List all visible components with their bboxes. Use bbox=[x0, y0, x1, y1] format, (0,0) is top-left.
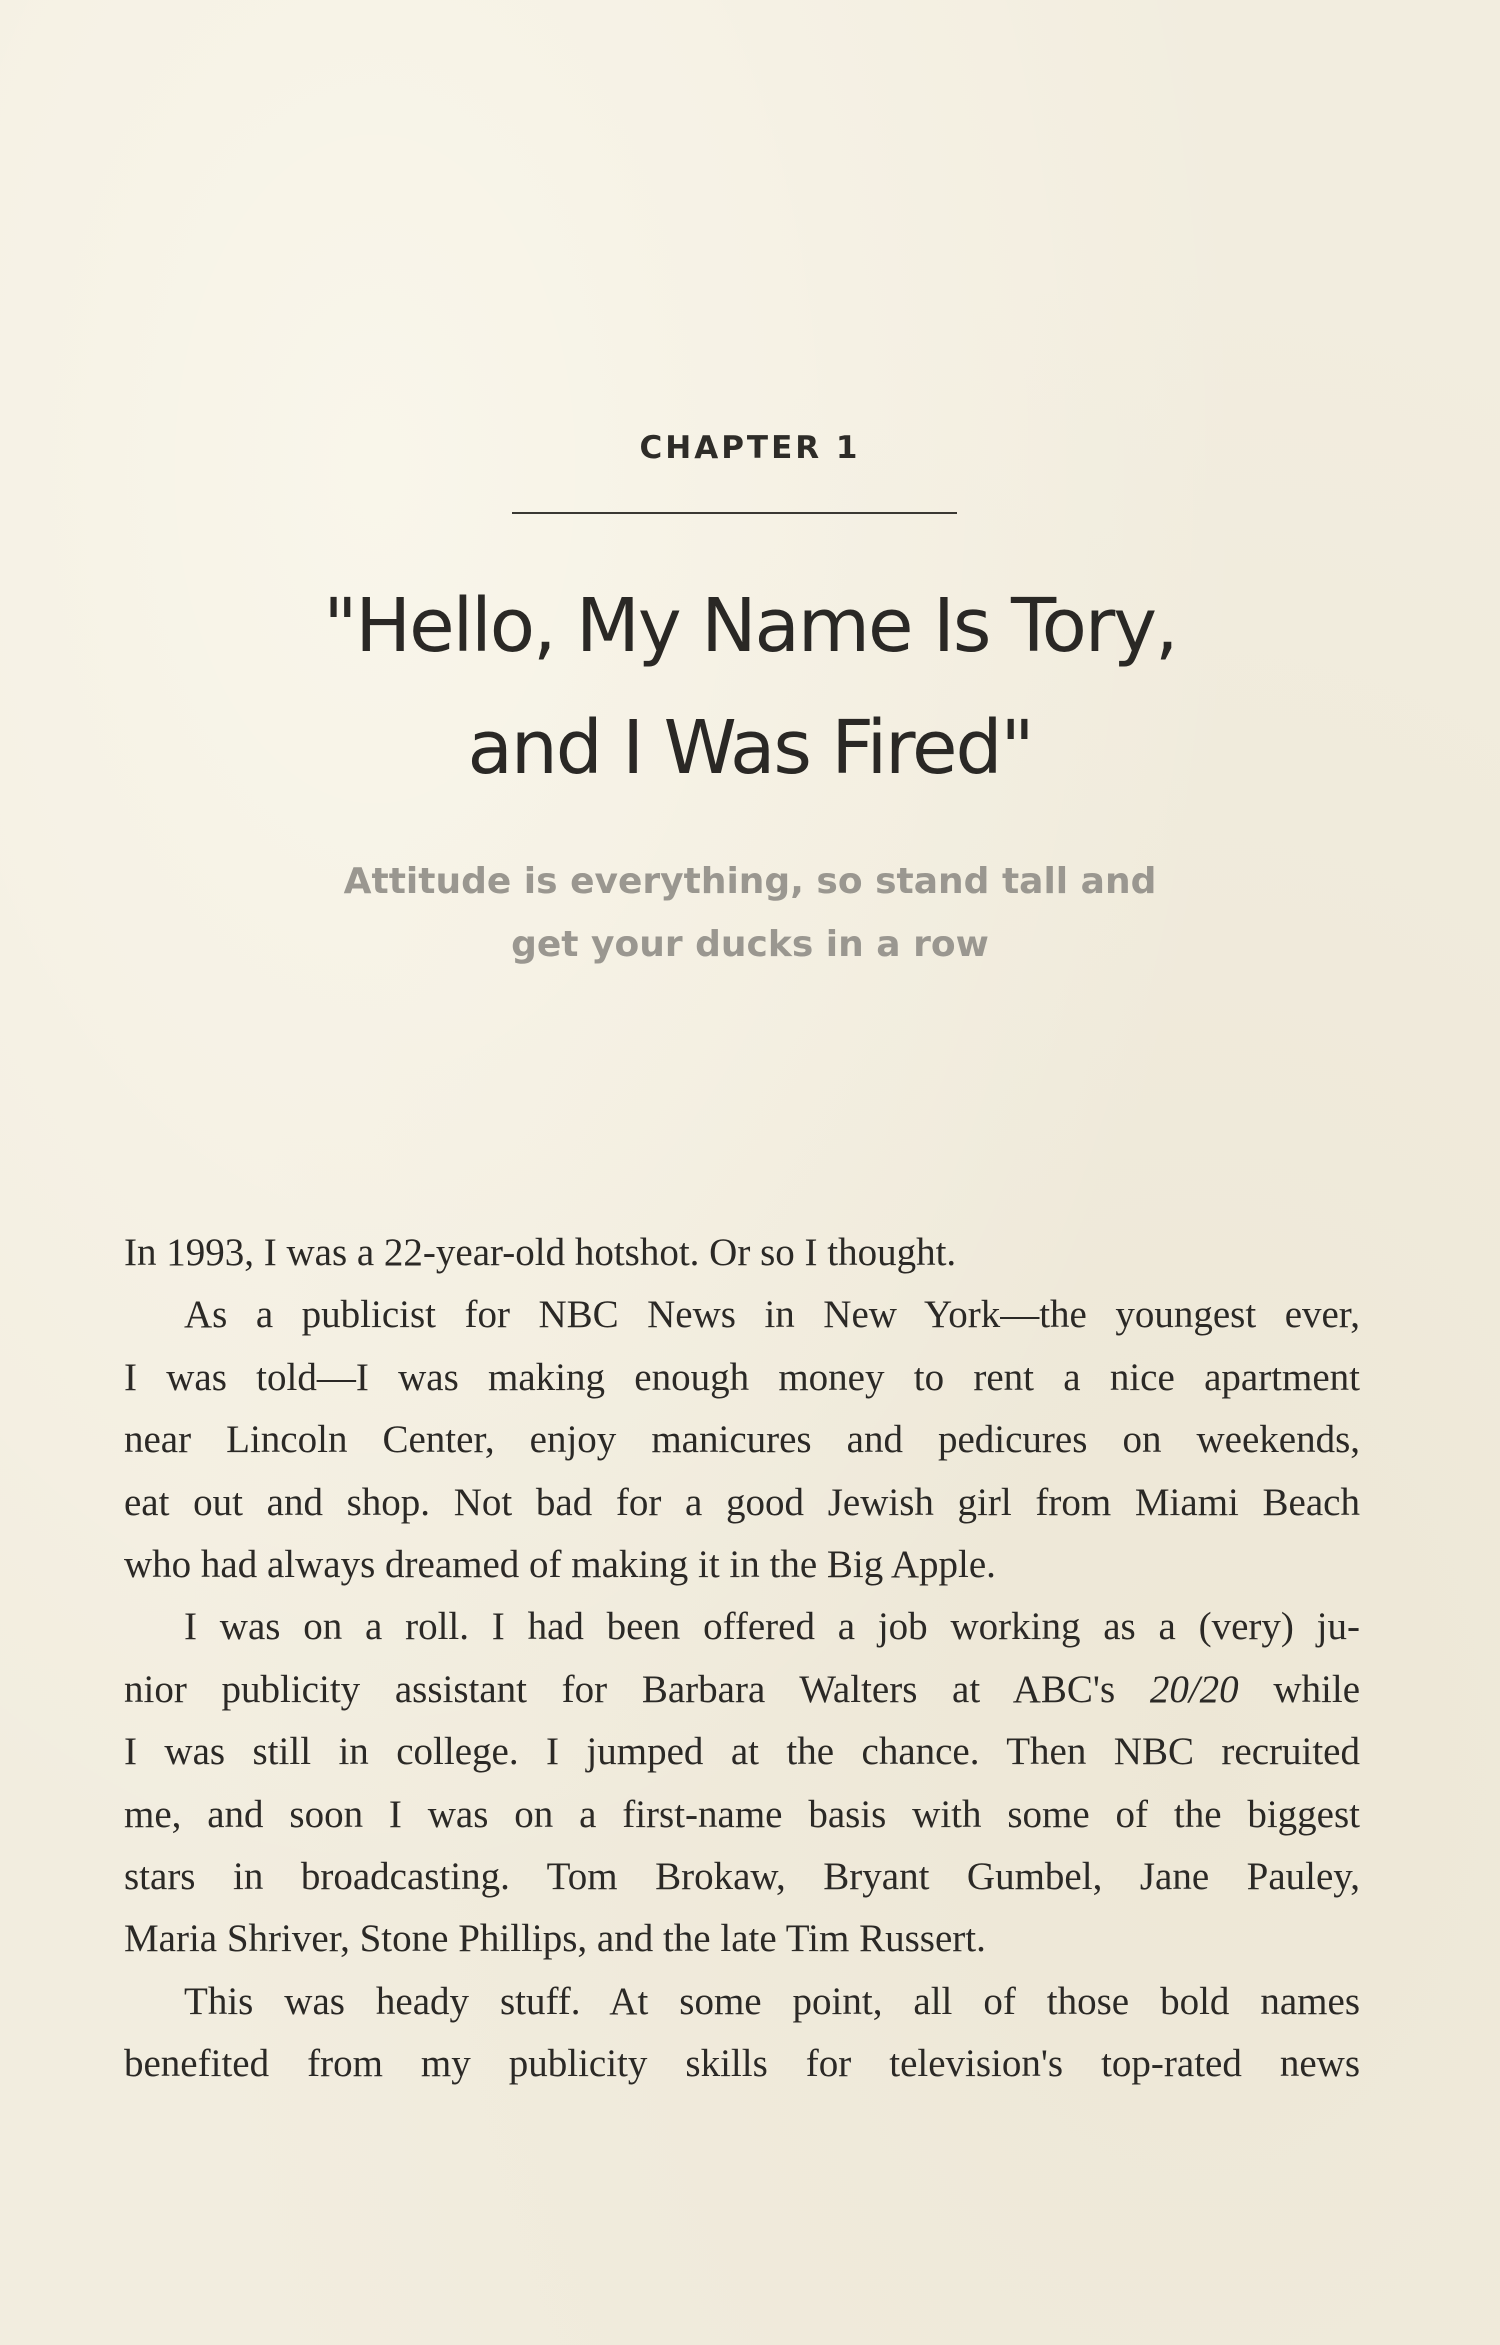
text-segment: nior publicity assistant for Barbara Walters at ABC's bbox=[124, 1667, 1116, 1711]
text-line: me, and soon I was on a first-name basis with some of the biggest bbox=[124, 1792, 1360, 1836]
epigraph-line: get your ducks in a row bbox=[511, 924, 989, 965]
text-line: I was on a roll. I had been offered a job working as a (very) ju- bbox=[184, 1605, 1360, 1649]
text-line: who had always dreamed of making it in the Big Apple. bbox=[124, 1542, 996, 1586]
chapter-epigraph bbox=[0, 850, 1500, 976]
text-line: Maria Shriver, Stone Phillips, and the late Tim Russert. bbox=[124, 1917, 986, 1961]
text-line: I was still in college. I jumped at the chance. Then NBC recruited bbox=[124, 1730, 1360, 1774]
text-line bbox=[124, 1659, 1360, 1721]
text-segment: while bbox=[1273, 1667, 1360, 1711]
body-text bbox=[124, 1222, 1360, 2095]
chapter-title bbox=[0, 565, 1500, 809]
text-line: near Lincoln Center, enjoy manicures and pedicures on weekends, bbox=[124, 1418, 1360, 1462]
chapter-label: CHAPTER 1 bbox=[639, 430, 861, 466]
chapter-divider bbox=[512, 512, 957, 514]
text-line: As a publicist for NBC News in New York—the youngest ever, bbox=[184, 1293, 1360, 1337]
text-line: benefited from my publicity skills for television's top-rated news bbox=[124, 2042, 1360, 2086]
text-line: In 1993, I was a 22-year-old hotshot. Or so I thought. bbox=[124, 1231, 957, 1274]
chapter-title-line: "Hello, My Name Is Tory, bbox=[323, 583, 1177, 669]
text-line: eat out and shop. Not bad for a good Jewish girl from Miami Beach bbox=[124, 1480, 1360, 1524]
chapter-title-line: and I Was Fired" bbox=[467, 705, 1033, 791]
show-title: 20/20 bbox=[1149, 1667, 1239, 1711]
text-line: I was told—I was making enough money to rent a nice apartment bbox=[124, 1355, 1360, 1399]
text-line: stars in broadcasting. Tom Brokaw, Bryant Gumbel, Jane Pauley, bbox=[124, 1854, 1360, 1898]
text-line: This was heady stuff. At some point, all of those bold names bbox=[184, 1979, 1360, 2023]
epigraph-line: Attitude is everything, so stand tall and bbox=[343, 861, 1157, 902]
